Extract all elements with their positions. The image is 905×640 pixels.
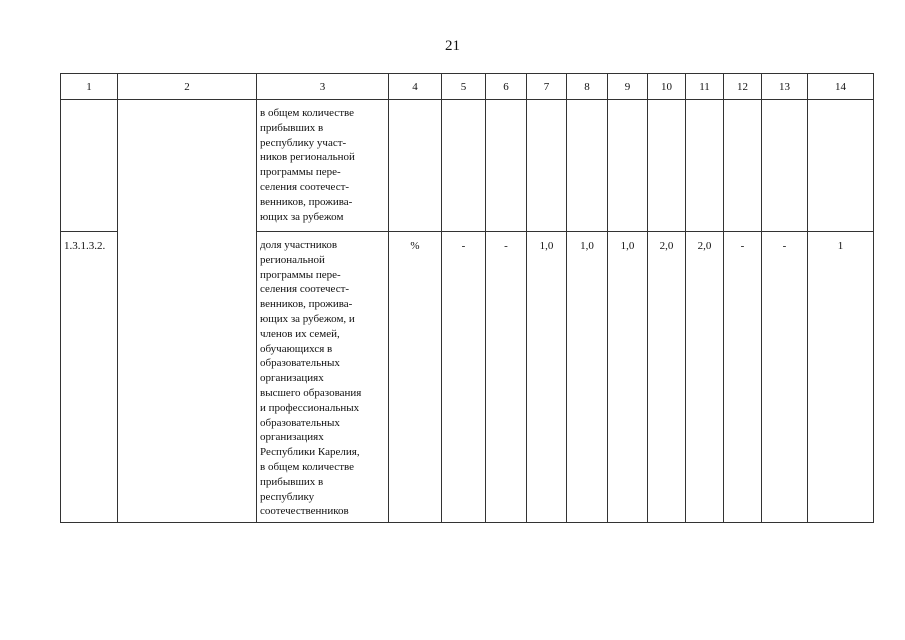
empty-cell: [808, 100, 874, 232]
value-cell: [648, 232, 686, 523]
value-cell: [724, 232, 762, 523]
table-row-continued: [61, 100, 874, 232]
value-cell: [486, 232, 527, 523]
header-cell: 8: [567, 74, 608, 100]
empty-cell: [442, 100, 486, 232]
value-cell: [608, 232, 648, 523]
header-cell: 12: [724, 74, 762, 100]
indicator-text: доля участников региональной программы пере- селения соотечест- венников, прожива- ющих за рубежом, и членов их семей, обучающихся в образовательных организациях высшего образования и профессиональных образовательных организациях Республики Карелия, в общем количестве прибывших в республику соотечественников: [260, 239, 362, 518]
column-2-cell: [118, 100, 257, 523]
header-cell: 3: [257, 74, 389, 100]
empty-cell: [724, 100, 762, 232]
table-header-row: [61, 74, 874, 100]
value-col-5: -: [461, 240, 466, 252]
code-cell-empty: [61, 100, 118, 232]
value-col-12: -: [740, 240, 745, 252]
header-cell: 9: [608, 74, 648, 100]
value-cell: [808, 232, 874, 523]
header-cell: 1: [61, 74, 118, 100]
empty-cell: [486, 100, 527, 232]
empty-cell: [567, 100, 608, 232]
value-col-8: 1,0: [580, 240, 594, 252]
empty-cell: [762, 100, 808, 232]
value-cell: [527, 232, 567, 523]
empty-cell: [648, 100, 686, 232]
value-cell: [567, 232, 608, 523]
header-cell: 5: [442, 74, 486, 100]
empty-cell: [686, 100, 724, 232]
value-cell: [686, 232, 724, 523]
value-col-14: 1: [837, 240, 844, 252]
value-col-6: -: [504, 240, 508, 252]
indicator-text-cell: [257, 232, 389, 523]
header-cell: 13: [762, 74, 808, 100]
value-cell: [442, 232, 486, 523]
unit-cell: [389, 232, 442, 523]
empty-cell: [527, 100, 567, 232]
value-cell: [762, 232, 808, 523]
header-cell: 2: [118, 74, 257, 100]
empty-cell: [389, 100, 442, 232]
indicator-code: 1.3.1.3.2.: [64, 240, 106, 252]
page-number: 21: [445, 38, 460, 54]
header-cell: 11: [686, 74, 724, 100]
header-cell: 10: [648, 74, 686, 100]
empty-cell: [608, 100, 648, 232]
indicator-text-continued: в общем количестве прибывших в республику участ- ников региональной программы пере- селения соотечест- венников, прожива- ющих за рубежом: [260, 107, 355, 223]
value-col-10: 2,0: [659, 240, 674, 252]
value-col-13: -: [782, 240, 787, 252]
value-col-9: 1,0: [620, 240, 635, 252]
unit-value: %: [410, 240, 420, 252]
header-cell: 14: [808, 74, 874, 100]
header-cell: 4: [389, 74, 442, 100]
code-cell: [61, 232, 118, 523]
value-col-7: 1,0: [539, 240, 554, 252]
value-col-11: 2,0: [697, 240, 712, 252]
header-cell: 7: [527, 74, 567, 100]
indicator-text-cell: [257, 100, 389, 232]
indicator-table: [60, 73, 874, 523]
header-cell: 6: [486, 74, 527, 100]
